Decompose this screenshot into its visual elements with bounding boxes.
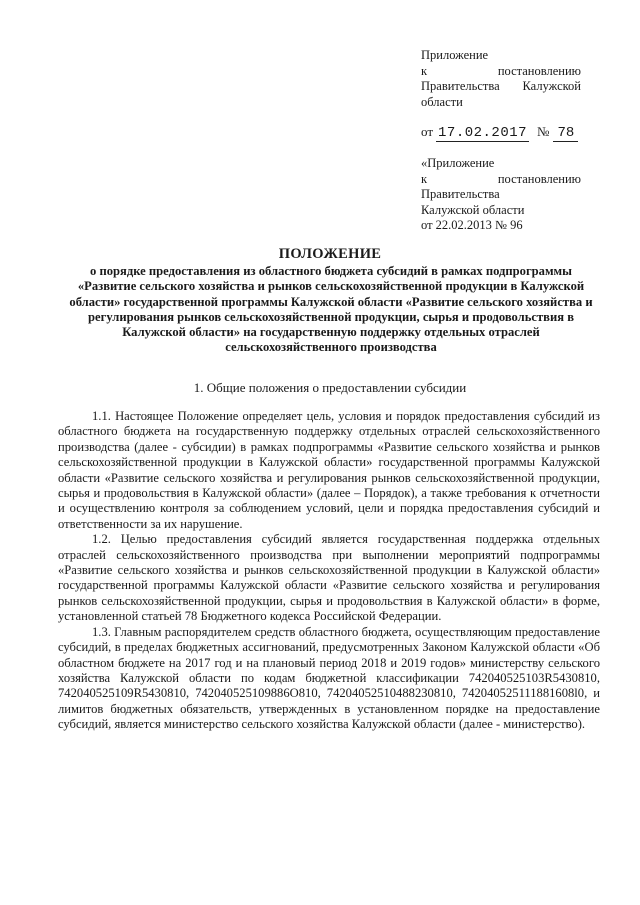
appendix-word: к	[421, 63, 428, 78]
resolution-date: 17.02.2017	[438, 125, 528, 141]
appendix-date: от 22.02.2013 № 96	[421, 218, 523, 232]
resolution-number: 78	[553, 125, 578, 142]
document-body	[58, 409, 600, 733]
appendix-word: Калужской области	[421, 202, 525, 217]
appendix-word: Правительства	[421, 187, 500, 201]
resolution-date-line	[421, 124, 596, 142]
appendix-word: постановлению	[497, 171, 581, 186]
appendix-header	[421, 48, 581, 110]
paragraph: 1.2. Целью предоставления субсидий является государственная поддержка отдельных отраслей сельскохозяйственного производства при выполнении мероприятий подпрограммы «Развитие сельского хозяйства и рынков сельскохозяйственной продукции в Калужской области» государственной программы Калужской области «Развитие сельского хозяйства и регулирования рынков сельскохозяйственной продукции, сырья и продовольствия в Калужской области» в форме, установленной статьей 78 Бюджетного кодекса Российской Федерации.	[58, 532, 600, 624]
appendix-label: «Приложение	[421, 156, 495, 170]
paragraph: 1.1. Настоящее Положение определяет цель, условия и порядок предоставления субсидий из областного бюджета на государственную поддержку отдельных отраслей сельскохозяйственного производства (далее - субсидии) в рамках подпрограммы «Развитие сельского хозяйства и рынков сельскохозяйственной продукции в Калужской области» государственной программы Калужской области «Развитие сельского хозяйства и регулирования рынков сельскохозяйственной продукции, сырья и продовольствия в Калужской области» (далее – Порядок), а также требования к отчетности и осуществлению контроля за соблюдением условий, цели и порядка предоставления субсидий и ответственности за их нарушение.	[58, 409, 600, 531]
appendix-word: к	[421, 171, 428, 186]
section-heading: 1. Общие положения о предоставлении субсидии	[193, 380, 467, 395]
appendix-word: области	[421, 94, 463, 109]
paragraph: 1.3. Главным распорядителем средств областного бюджета, осуществляющим предоставление субсидий, в пределах бюджетных ассигнований, предусмотренных Законом Калужской области «Об областном бюджете на 2017 год и на плановый период 2018 и 2019 годов» министерству сельского хозяйства Калужской области по кодам бюджетной классификации 742040525103R5430810, 742040525109R5430810, 742040525109886O810, 742040525104882З0810, 742040525111881608l0, и лимитов бюджетных обязательств, утвержденных в установленном порядке на предоставление субсидий, является министерство сельского хозяйства Калужской области (далее - министерство).	[58, 624, 600, 732]
date-prefix: от	[421, 124, 434, 139]
number-sign: №	[537, 124, 550, 139]
appendix-word: Правительства	[421, 79, 500, 93]
appendix-word: Калужской	[522, 79, 581, 93]
document-subtitle: о порядке предоставления из областного бюджета субсидий в рамках подпрограммы «Развитие сельского хозяйства и рынков сельскохозяйственной продукции в Калужской области» государственной программы Калужской области «Развитие сельского хозяйства и регулирования рынков сельскохозяйственной продукции, сырья и продовольствия в Калужской области» на государственную поддержку отдельных отраслей сельскохозяйственного производства	[69, 264, 593, 355]
original-appendix-header	[421, 156, 581, 234]
document-title: ПОЛОЖЕНИЕ	[278, 246, 382, 262]
appendix-label: Приложение	[421, 48, 489, 62]
appendix-word: постановлению	[497, 63, 581, 78]
